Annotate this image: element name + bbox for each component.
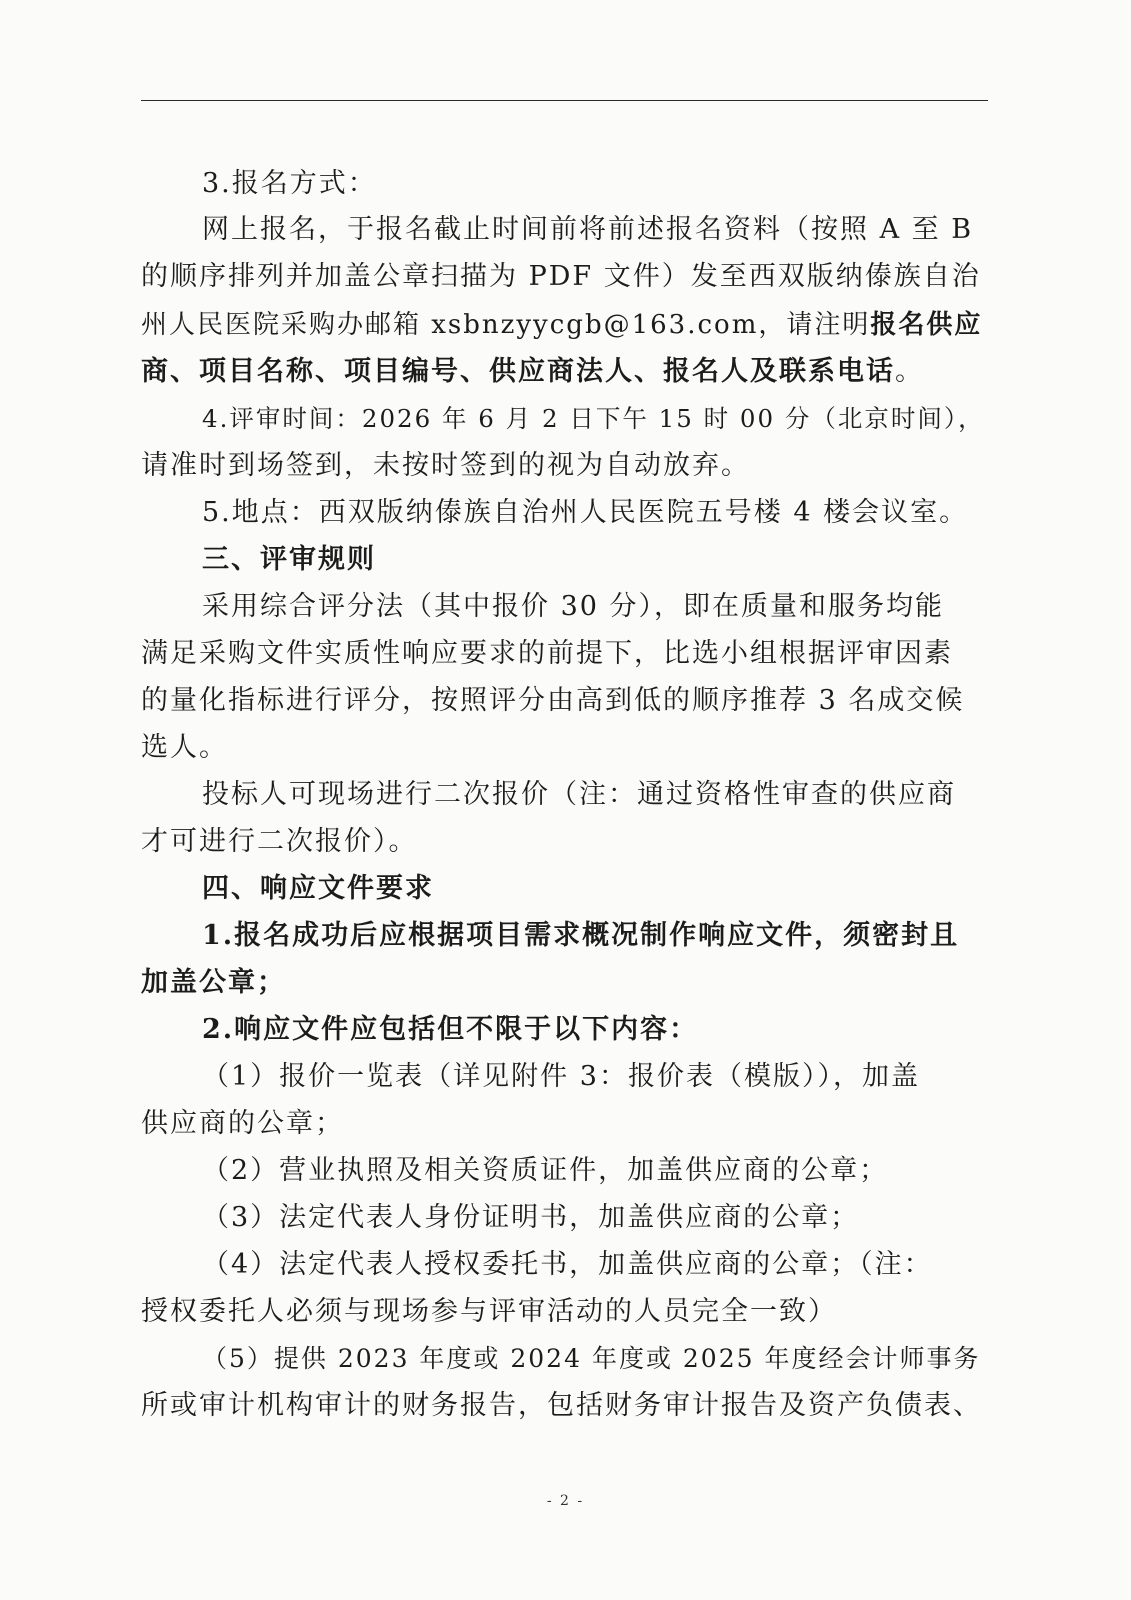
item-5-line-2: 所或审计机构审计的财务报告，包括财务审计报告及资产负债表、 [141, 1390, 982, 1421]
signup-line-3 [141, 309, 982, 341]
signup-line-4-bold: 商、项目名称、项目编号、供应商法人、报名人及联系电话 [141, 356, 895, 387]
rules-line-1: 采用综合评分法（其中报价 30 分），即在质量和服务均能 [202, 591, 945, 622]
rules-line-4: 选人。 [141, 732, 228, 763]
requirement-1-line-2: 加盖公章； [141, 967, 286, 998]
signup-line-4 [141, 356, 924, 388]
location-line: 5.地点：西双版纳傣族自治州人民医院五号楼 4 楼会议室。 [202, 497, 969, 528]
item-1-line-2: 供应商的公章； [141, 1108, 344, 1139]
signup-line-4-end: 。 [895, 356, 924, 387]
item-5-line-1: （5）提供 2023 年度或 2024 年度或 2025 年度经会计师事务 [202, 1344, 981, 1373]
signup-line-3-bold: 报名供应 [870, 310, 983, 340]
page-number: - 2 - [546, 1493, 585, 1509]
requirement-1-line-1: 1.报名成功后应根据项目需求概况制作响应文件，须密封且 [202, 920, 960, 951]
item-4-line-1: （4）法定代表人授权委托书，加盖供应商的公章；（注： [202, 1249, 933, 1280]
signup-line-3-text: 州人民医院采购办邮箱 xsbnzyycgb@163.com，请注明 [141, 310, 871, 340]
item-4-line-2: 授权委托人必须与现场参与评审活动的人员完全一致） [141, 1296, 837, 1327]
signup-line-2: 的顺序排列并加盖公章扫描为 PDF 文件）发至西双版纳傣族自治 [141, 261, 981, 292]
header-rule [141, 100, 988, 101]
signup-heading: 3.报名方式： [202, 168, 377, 199]
review-time-line-1: 4.评审时间：2026 年 6 月 2 日下午 15 时 00 分（北京时间）， [202, 404, 985, 433]
rules-line-3: 的量化指标进行评分，按照评分由高到低的顺序推荐 3 名成交候 [141, 685, 965, 716]
rebid-line-2: 才可进行二次报价）。 [141, 826, 418, 857]
item-2-line: （2）营业执照及相关资质证件，加盖供应商的公章； [202, 1155, 889, 1186]
rebid-line-1: 投标人可现场进行二次报价（注：通过资格性审查的供应商 [202, 779, 956, 810]
section-4-heading: 四、响应文件要求 [202, 873, 434, 904]
requirement-2-heading: 2.响应文件应包括但不限于以下内容： [202, 1014, 699, 1045]
section-3-heading: 三、评审规则 [202, 544, 376, 575]
item-1-line-1: （1）报价一览表（详见附件 3：报价表（模版）），加盖 [202, 1061, 920, 1092]
item-3-line: （3）法定代表人身份证明书，加盖供应商的公章； [202, 1202, 860, 1233]
review-time-line-2: 请准时到场签到，未按时签到的视为自动放弃。 [141, 450, 750, 481]
rules-line-2: 满足采购文件实质性响应要求的前提下，比选小组根据评审因素 [141, 638, 953, 669]
signup-line-1: 网上报名，于报名截止时间前将前述报名资料（按照 A 至 B [202, 214, 974, 245]
